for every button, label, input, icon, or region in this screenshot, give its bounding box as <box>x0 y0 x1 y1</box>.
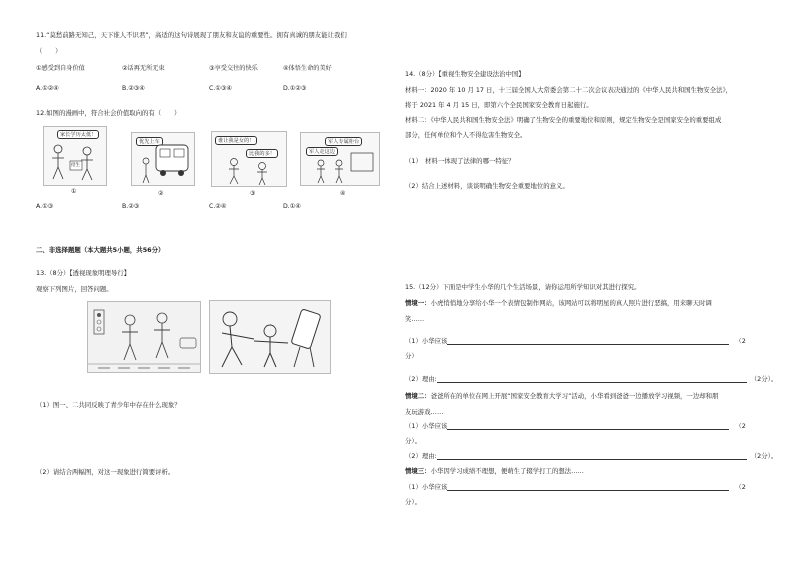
girl-boy-figures-icon <box>212 132 286 186</box>
cartoon-panel-2 <box>131 132 195 186</box>
answer-1-label: （1）小华应该 <box>405 483 448 491</box>
q13-sub-2: （2）请结合两幅图，对这一现象进行简要评析。 <box>36 468 175 476</box>
cartoon-panel-3 <box>211 131 287 187</box>
q11-option-a[interactable]: A.①②④ <box>36 85 59 92</box>
q11-option-d[interactable]: D.①②③ <box>283 85 307 92</box>
reason-blank[interactable] <box>437 453 747 460</box>
q12-stem: 12.如图的漫画中，符合社会价值取向的有（ ） <box>36 109 181 117</box>
q14-material-2-line-1: 材料二：《中华人民共和国生物安全法》明确了生物安全的重要地位和原则，规定生物安全是国家安全的重要组成 <box>405 116 722 124</box>
panel3-speech-2: 比我的多！ <box>246 149 278 158</box>
scenario-2-score-end: 分）。 <box>405 437 421 445</box>
panel1-speech: 家长学历太低！ <box>57 130 99 139</box>
q11-blank: （ ） <box>36 47 62 55</box>
phone-addiction-cartoon-icon <box>210 301 330 373</box>
answer-blank[interactable] <box>447 423 729 430</box>
scenario-1-score-end: 分） <box>405 352 418 360</box>
panel2-sign: 优先上车 <box>136 137 163 146</box>
panel1-sign: 招生 <box>71 163 80 168</box>
panel3-speech-1: 谁让我是女的！ <box>215 136 257 145</box>
reason-blank[interactable] <box>437 376 747 383</box>
answer-blank[interactable] <box>447 484 729 491</box>
reason-label: （2）理由: <box>405 452 437 460</box>
q11-option-b[interactable]: B.②③④ <box>122 85 145 92</box>
score-note: （2 <box>735 337 746 345</box>
parent-child-figures-icon <box>44 127 106 185</box>
panel4-speech: 军人走这边 <box>306 147 338 156</box>
panel4-counter-sign: 军人专属柜台 <box>325 137 362 146</box>
cartoon-panel-1 <box>43 126 107 186</box>
q14-material-2-line-2: 部分，任何单位和个人不得危害生物安全。 <box>405 131 527 139</box>
panel-label-4: ④ <box>340 190 346 197</box>
q11-stem: 11.“莫愁前路无知己，天下谁人不识君”，高适的这句诗展现了朋友和友谊的重要性。拥有真诚的朋友能让我们 <box>36 31 347 39</box>
q14-material-1-line-1: 材料一：2020 年 10 月 17 日，十三届全国人大常委会第二十二次会议表决通过的《中华人民共和国生物安全法》， <box>405 86 733 94</box>
scenario-1-answer-1 <box>405 337 746 345</box>
scenario-2-continued: 友玩游戏…… <box>405 408 444 416</box>
scenario-1-label: 情境一： <box>405 299 431 307</box>
q11-item-3: ③享受交往的快乐 <box>209 65 258 72</box>
q11-item-1: ①感受到自身价值 <box>36 65 85 72</box>
answer-1-label: （1）小华应该 <box>405 337 448 345</box>
bus-icon <box>132 133 194 185</box>
score-note-2: （2分）。 <box>750 375 778 383</box>
scenario-1-answer-2 <box>405 375 777 383</box>
score-note: （2 <box>735 483 746 491</box>
cartoon-panel-4 <box>300 132 380 186</box>
q12-option-a[interactable]: A.①③ <box>36 203 54 210</box>
q15-scenario-3 <box>405 467 584 475</box>
reason-label: （2）理由: <box>405 375 437 383</box>
q13-intro: 观察下列图片，回答问题。 <box>36 285 113 293</box>
street-scene-illustration-icon <box>88 302 200 372</box>
q12-option-b[interactable]: B.②③ <box>122 203 140 210</box>
q14-sub-1: （1） 材料一体现了法律的哪一特征？ <box>405 157 515 165</box>
section-2-heading: 二、非选择题题（本大题共5小题，共56分） <box>36 246 165 254</box>
scenario-2-text: 爸爸所在的单位在网上开展“国家安全教育大学习”活动，小华看到爸爸一边播放学习视频，一边却和朋 <box>430 392 719 400</box>
q14-material-1-line-2: 将于 2021 年 4 月 15 日，即第六个全民国家安全教育日起施行。 <box>405 101 593 109</box>
q12-option-d[interactable]: D.①④ <box>283 203 301 210</box>
panel-label-2: ② <box>158 190 164 197</box>
q11-option-c[interactable]: C.①③④ <box>209 85 232 92</box>
answer-blank[interactable] <box>447 338 729 345</box>
q14-heading: 14.（8分）【重视生物安全建设法治中国】 <box>405 70 525 78</box>
q13-heading: 13.（8分）【透视现象明理导行】 <box>36 269 131 277</box>
q13-image-1 <box>87 301 201 373</box>
scenario-3-score-end: 分）。 <box>405 498 421 506</box>
scenario-1-text: 小虎悄悄地分享给小华一个表情包制作网站，该网站可以将明星的真人照片进行恶搞，用来聊天时调 <box>430 299 712 307</box>
scenario-3-label: 情境三： <box>405 467 431 475</box>
answer-1-label: （1）小华应该 <box>405 422 448 430</box>
q13-sub-1: （1）图一、二共同反映了青少年中存在什么现象？ <box>36 401 181 409</box>
q11-item-4: ④体悟生命的美好 <box>283 65 332 72</box>
scenario-3-answer-1 <box>405 483 746 491</box>
score-note: （2 <box>735 422 746 430</box>
score-note-2: （2分）。 <box>750 452 778 460</box>
scenario-2-label: 情境二： <box>405 392 431 400</box>
panel-label-3: ③ <box>250 190 256 197</box>
q14-sub-2: （2）结合上述材料，谈谈明确生物安全重要地位的意义。 <box>405 182 569 190</box>
scenario-1-continued: 笑…… <box>405 315 425 323</box>
q15-scenario-1 <box>405 299 712 307</box>
q15-heading: 15.（12分）下面是中学生小华的几个生活场景，请你运用所学知识对其进行探究。 <box>405 283 641 291</box>
q11-item-2: ②话再无所无束 <box>122 65 165 72</box>
scenario-2-answer-2 <box>405 452 777 460</box>
panel-label-1: ① <box>71 188 77 195</box>
q13-image-2 <box>209 300 331 374</box>
scenario-2-answer-1 <box>405 422 746 430</box>
service-counter-icon <box>301 133 379 185</box>
q12-option-c[interactable]: C.②④ <box>209 203 227 210</box>
q15-scenario-2 <box>405 392 718 400</box>
scenario-3-text: 小华因学习成绩不理想，便萌生了辍学打工的想法…… <box>430 467 584 475</box>
